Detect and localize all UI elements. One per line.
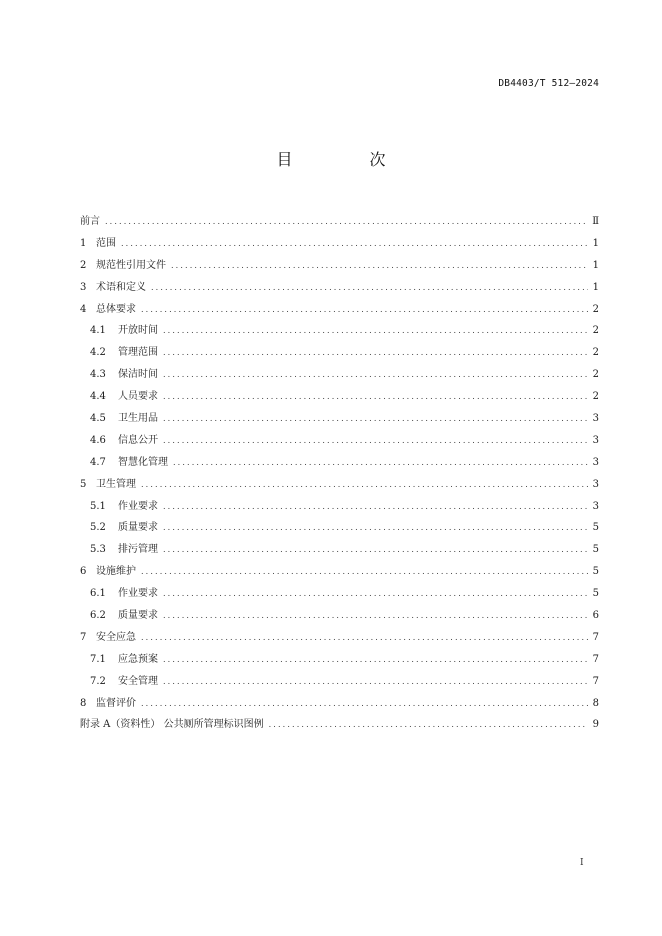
toc-number: 7.1 xyxy=(90,653,106,665)
toc-label: 规范性引用文件 xyxy=(96,259,166,271)
toc-label: 开放时间 xyxy=(118,325,158,337)
toc-label: 作业要求 xyxy=(118,500,158,512)
toc-leader xyxy=(163,342,588,364)
toc-label: 应急预案 xyxy=(118,653,158,665)
toc-entry-4-2[interactable] xyxy=(80,342,599,364)
toc-label: 术语和定义 xyxy=(96,281,146,293)
toc-label: 前言 xyxy=(80,216,100,227)
footer-page-number: I xyxy=(580,858,584,868)
toc-label: 智慧化管理 xyxy=(118,456,168,468)
toc-label: 监督评价 xyxy=(96,697,136,709)
toc-number: 2 xyxy=(80,259,87,271)
toc-leader xyxy=(163,430,588,452)
toc-page: 3 xyxy=(592,434,599,446)
toc-entry-4-1[interactable] xyxy=(80,320,599,342)
toc-leader xyxy=(141,693,588,715)
toc-page: 9 xyxy=(592,719,599,731)
toc-leader xyxy=(163,671,588,693)
toc-label: 排污管理 xyxy=(118,544,158,556)
toc-leader xyxy=(163,364,588,386)
toc-leader xyxy=(269,714,588,736)
toc-page: 7 xyxy=(592,631,599,643)
toc-entry-6[interactable] xyxy=(80,561,599,583)
toc-leader xyxy=(163,496,588,518)
toc-entry-5-1[interactable] xyxy=(80,496,599,518)
toc-label: 总体要求 xyxy=(96,303,136,315)
toc-entry-6-2[interactable] xyxy=(80,605,599,627)
toc-page: 2 xyxy=(592,347,599,359)
toc-label: 卫生用品 xyxy=(118,413,158,425)
toc-label: 质量要求 xyxy=(118,610,158,622)
toc-number: 6.1 xyxy=(90,588,106,600)
toc-number: 4.4 xyxy=(90,391,106,403)
toc-page: 8 xyxy=(592,697,599,709)
toc-entry-4-6[interactable] xyxy=(80,430,599,452)
toc-leader xyxy=(163,539,588,561)
toc-leader xyxy=(173,452,588,474)
toc-page: Ⅱ xyxy=(592,216,599,227)
toc-page: 5 xyxy=(592,566,599,578)
toc-leader xyxy=(163,605,588,627)
toc-label: 设施维护 xyxy=(96,566,136,578)
toc-page: 5 xyxy=(592,522,599,534)
toc-entry-7[interactable] xyxy=(80,627,599,649)
toc-leader xyxy=(163,320,588,342)
toc-number: 5 xyxy=(80,478,87,490)
toc-page: 3 xyxy=(592,456,599,468)
toc-entry-4-4[interactable] xyxy=(80,386,599,408)
toc-leader xyxy=(151,277,588,299)
toc-entry-5-3[interactable] xyxy=(80,539,599,561)
toc-number: 4.2 xyxy=(90,347,106,359)
toc-number: 1 xyxy=(80,237,87,249)
toc-leader xyxy=(105,211,588,233)
toc-number: 4.7 xyxy=(90,456,106,468)
toc-page: 5 xyxy=(592,588,599,600)
toc-entry-6-1[interactable] xyxy=(80,583,599,605)
toc-leader xyxy=(141,627,588,649)
toc-label: 信息公开 xyxy=(118,434,158,446)
toc-number: 4.3 xyxy=(90,369,106,381)
toc-page: 3 xyxy=(592,500,599,512)
toc-entry-4-5[interactable] xyxy=(80,408,599,430)
toc-leader xyxy=(141,299,588,321)
toc-number: 4 xyxy=(80,303,87,315)
toc-entry-4[interactable] xyxy=(80,299,599,321)
toc-page: 6 xyxy=(592,610,599,622)
toc-number: 4.5 xyxy=(90,413,106,425)
toc-entry-1[interactable] xyxy=(80,233,599,255)
toc-label: 保洁时间 xyxy=(118,369,158,381)
document-code: DB4403/T 512—2024 xyxy=(498,78,599,89)
toc-page: 3 xyxy=(592,413,599,425)
toc-leader xyxy=(141,561,588,583)
toc-number: 3 xyxy=(80,281,87,293)
toc-page: 2 xyxy=(592,391,599,403)
toc-entry-3[interactable] xyxy=(80,277,599,299)
toc-page: 2 xyxy=(592,303,599,315)
toc-entry-8[interactable] xyxy=(80,693,599,715)
table-of-contents xyxy=(80,211,599,736)
toc-number: 7 xyxy=(80,631,87,643)
toc-leader xyxy=(163,386,588,408)
toc-page: 7 xyxy=(592,653,599,665)
page-title: 目 次 xyxy=(276,150,422,169)
toc-number: 4.1 xyxy=(90,325,106,337)
toc-page: 2 xyxy=(592,325,599,337)
toc-page: 1 xyxy=(592,237,599,249)
toc-label: 卫生管理 xyxy=(96,478,136,490)
toc-number: 8 xyxy=(80,697,87,709)
toc-leader xyxy=(163,583,588,605)
toc-label: 作业要求 xyxy=(118,588,158,600)
toc-entry-foreword[interactable] xyxy=(80,211,599,233)
toc-label: 附录 A（资料性） 公共厕所管理标识图例 xyxy=(80,719,264,731)
toc-leader xyxy=(121,233,588,255)
toc-number: 6.2 xyxy=(90,610,106,622)
toc-number: 5.2 xyxy=(90,522,106,534)
toc-label: 质量要求 xyxy=(118,522,158,534)
toc-leader xyxy=(141,474,588,496)
toc-number: 5.1 xyxy=(90,500,106,512)
toc-label: 范围 xyxy=(96,237,116,249)
toc-entry-2[interactable] xyxy=(80,255,599,277)
toc-page: 7 xyxy=(592,675,599,687)
toc-entry-4-7[interactable] xyxy=(80,452,599,474)
toc-number: 5.3 xyxy=(90,544,106,556)
toc-entry-7-2[interactable] xyxy=(80,671,599,693)
toc-entry-appendix-a[interactable] xyxy=(80,714,599,736)
toc-page: 2 xyxy=(592,369,599,381)
toc-label: 人员要求 xyxy=(118,391,158,403)
toc-leader xyxy=(163,649,588,671)
toc-number: 6 xyxy=(80,566,87,578)
toc-entry-5[interactable] xyxy=(80,474,599,496)
toc-page: 1 xyxy=(592,259,599,271)
toc-label: 安全应急 xyxy=(96,631,136,643)
toc-page: 5 xyxy=(592,544,599,556)
toc-leader xyxy=(163,408,588,430)
toc-leader xyxy=(171,255,588,277)
toc-label: 管理范围 xyxy=(118,347,158,359)
toc-label: 安全管理 xyxy=(118,675,158,687)
toc-entry-5-2[interactable] xyxy=(80,517,599,539)
toc-leader xyxy=(163,517,588,539)
toc-number: 7.2 xyxy=(90,675,106,687)
toc-page: 1 xyxy=(592,281,599,293)
toc-entry-7-1[interactable] xyxy=(80,649,599,671)
toc-entry-4-3[interactable] xyxy=(80,364,599,386)
toc-page: 3 xyxy=(592,478,599,490)
toc-number: 4.6 xyxy=(90,434,106,446)
